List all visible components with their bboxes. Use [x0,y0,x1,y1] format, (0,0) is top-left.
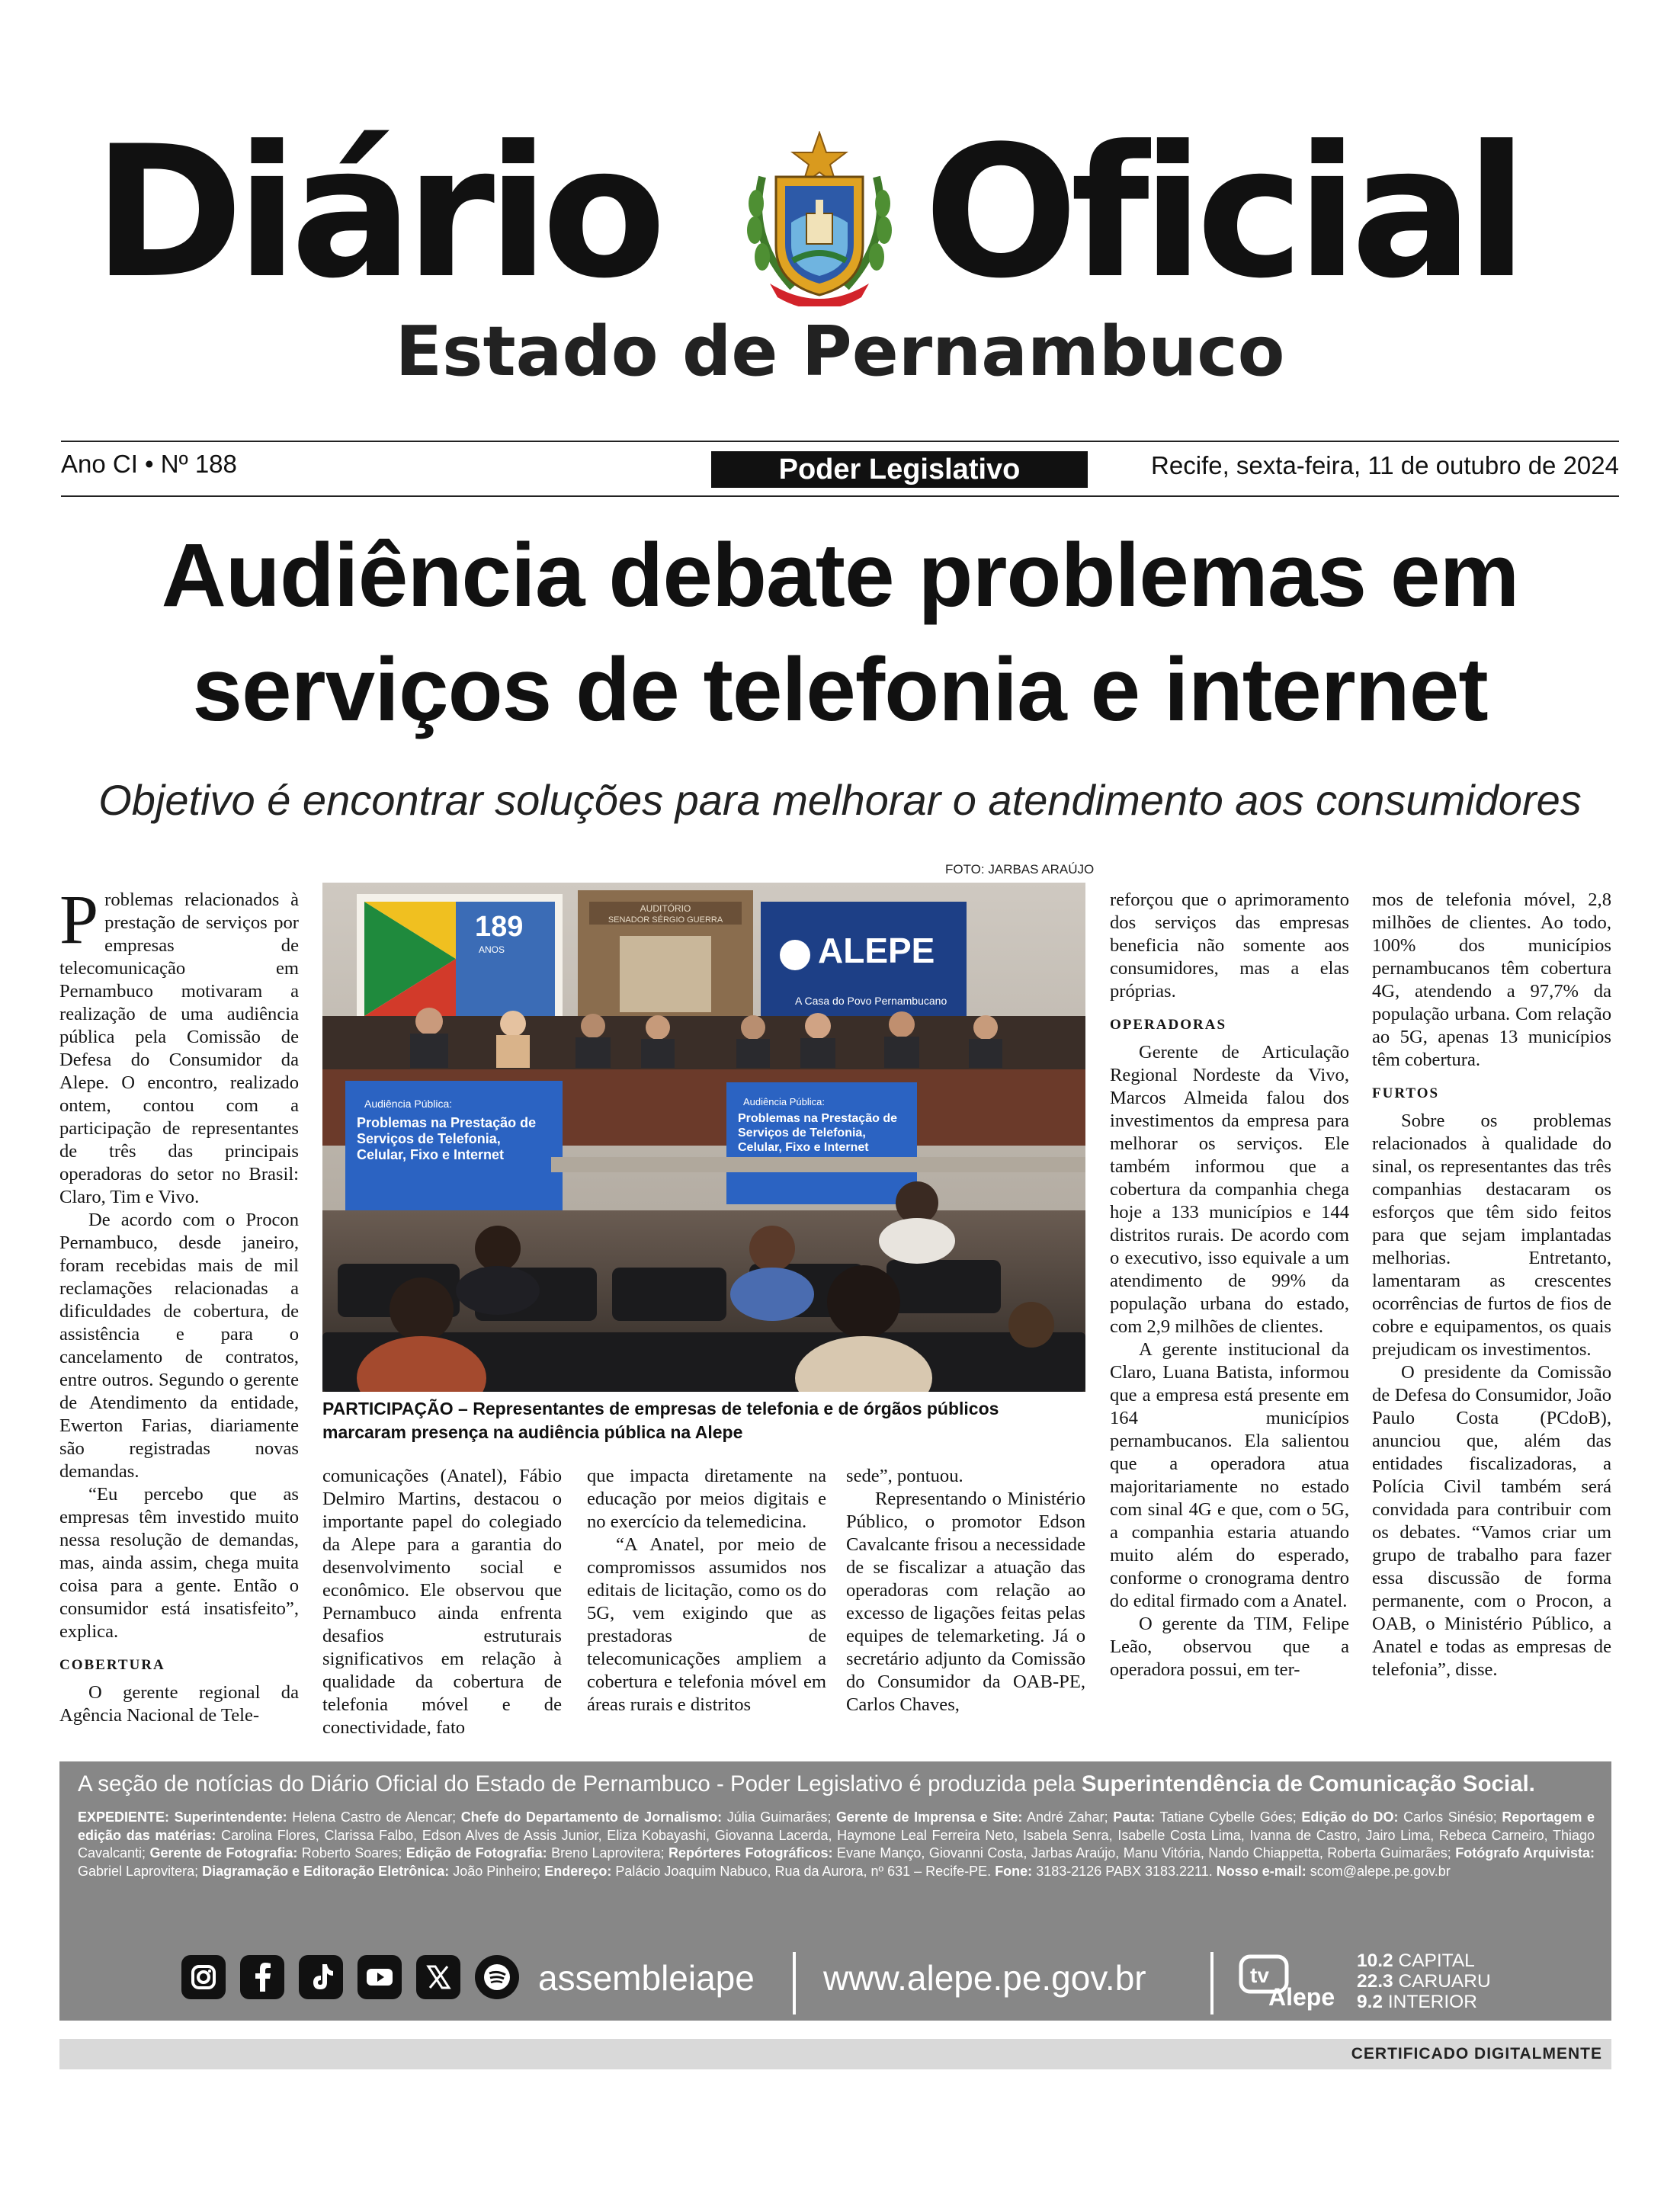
audience-photo-illustration [322,883,1085,1392]
paragraph: A gerente institucional da Claro, Luana Batista, informou que a empresa está presente em 164 municípios pernambucanos. Ela salientou que a operadora atua majoritariamente no estado com sinal 4G e que, com o 5G, a companhia estaria atuando muito além do esperado, conforme o cronograma dentro do edital firmado com a Anatel. [1110,1339,1349,1611]
credit-value: Tatiane Cybelle Góes; [1155,1809,1302,1825]
photo-caption: PARTICIPAÇÃO – Representantes de empresas de telefonia e de órgãos públicos marcaram presença na audiência pública na Alepe [322,1399,999,1442]
banner-189: 189 [475,911,524,943]
credit-value: Carolina Flores, Clarissa Falbo, Edson Alves de Assis Junior, Eliza Kobayashi, Giovanna Lacerda, Haymone Leal Ferreira Neto, Isabela Senra, Isabelle Costa Lima, Ivanna de Castro, Jairo Lima, Rebeca Carneiro, Thiago Cavalcanti; [78,1827,1595,1861]
paragraph: Representando o Ministério Público, o promotor Edson Cavalcante frisou a necessidade de se fiscalizar a atuação das operadoras com relação ao excesso de ligações feitas pelas equipes de telemarketing. Já o secretário adjunto da Comissão do Consumidor da OAB-PE, Carlos Chaves, [846,1489,1085,1715]
screen-left-small: Audiência Pública: [364,1098,453,1110]
x-icon[interactable] [416,1955,460,1999]
divider [1210,1952,1214,2014]
article-column-1 [59,880,299,1727]
credit-label: Endereço: [544,1863,612,1879]
paragraph: reforçou que o aprimoramento dos serviços das empresas beneficia não somente aos consumidores, mas a elas próprias. [1110,889,1349,1002]
credit-label: Chefe do Departamento de Jornalismo: [460,1809,723,1825]
section-heading-cobertura: COBERTURA [59,1657,165,1673]
tv-logo-tv: tv [1250,1963,1269,1987]
channel-capital: 10.2 CAPITAL [1357,1950,1475,1971]
article-column-4 [846,1465,1085,1716]
masthead-title-left: Diário [93,107,659,319]
dateline: Recife, sexta-feira, 11 de outubro de 2024 [1151,451,1619,479]
paragraph: O gerente da TIM, Felipe Leão, observou que a operadora possui, em ter- [1110,1614,1349,1680]
certified-digitally: CERTIFICADO DIGITALMENTE [1351,2045,1602,2063]
notice-text: A seção de notícias do Diário Oficial do Estado de Pernambuco - Poder Legislativo é produzida pela [78,1771,1082,1797]
section-label: Poder Legislativo [711,451,1088,488]
credit-value: Gabriel Laprovitera; [78,1863,203,1879]
section-heading-operadoras: OPERADORAS [1110,1017,1227,1033]
footer-box [59,1761,1611,2021]
alepe-logo-text: ALEPE [818,931,935,970]
credit-value: Roberto Soares; [297,1845,406,1861]
screen-right-title: Problemas na Prestação de Serviços de Telefonia, Celular, Fixo e Internet [738,1112,897,1154]
drop-cap: P [59,880,99,958]
channel-interior: 9.2 INTERIOR [1357,1992,1477,2012]
masthead [0,107,1680,434]
masthead-title-right: Oficial [924,107,1521,319]
divider [793,1952,796,2014]
credit-value: João Pinheiro; [449,1863,545,1879]
masthead-subtitle: Estado de Pernambuco [395,312,1285,392]
paragraph: O presidente da Comissão de Defesa do Consumidor, João Paulo Costa (PCdoB), anunciou que, além das entidades fiscalizadoras, a Polícia Civil também será convidada para contribuir com os debates. “Vamos criar um grupo de trabalho para fazer essa discussão de forma permanente, com o Procon, a OAB, o Ministério Público, a Anatel e todas as empresas de telefonia”, disse. [1372,1362,1611,1680]
screen-left-title: Problemas na Prestação de Serviços de Telefonia, Celular, Fixo e Internet [357,1115,537,1162]
credit-value: André Zahar; [1022,1809,1114,1825]
certification-bar [59,2039,1611,2069]
paragraph: Gerente de Articulação Regional Nordeste da Vivo, Marcos Almeida falou dos investimentos da empresa para melhorar os serviços. Ele também informou que a cobertura da companhia chega hoje a 133 municípios e 144 distritos rurais. De acordo com o executivo, isso equivale a um atendimento de 99% da população urbana do estado, com 2,9 milhões de clientes. [1110,1042,1349,1337]
paragraph: “A Anatel, por meio de compromissos assumidos nos editais de licitação, como os do 5G, vem exigindo que as prestadoras de telecomunicações ampliem a cobertura e telefonia móvel em áreas rurais e distritos [587,1534,826,1715]
credit-value: Helena Castro de Alencar; [287,1809,461,1825]
footer-notice [78,1771,1595,1798]
plaque-line-2: SENADOR SÉRGIO GUERRA [608,915,723,925]
credit-label: Gerente de Fotografia: [149,1845,298,1861]
tv-channels [1357,1950,1491,2012]
alepe-tagline: A Casa do Povo Pernambucano [795,995,947,1007]
article-column-6 [1372,889,1611,1681]
banner-anos: ANOS [479,944,505,955]
facebook-icon[interactable] [240,1955,284,1999]
credit-label: Fotógrafo Arquivista: [1455,1845,1595,1861]
article-column-2 [322,1465,562,1739]
credit-label: Fone: [995,1863,1033,1879]
paragraph: mos de telefonia móvel, 2,8 milhões de clientes. Ao todo, 100% dos municípios pernambucanos têm cobertura 4G, atendendo a 97,7% da população urbana. Com relação ao 5G, apenas 13 municípios têm cobertura. [1372,889,1611,1070]
social-row [59,1935,1611,2021]
credit-label: Diagramação e Editoração Eletrônica: [202,1863,450,1879]
headline-line-1: Audiência debate problemas em [161,525,1519,626]
notice-bold: Superintendência de Comunicação Social. [1081,1771,1535,1797]
credit-label: Edição de Fotografia: [406,1845,547,1861]
credit-label: Reportagem e edição das matérias: [78,1809,1595,1843]
paragraph-text: roblemas relacionados à prestação de serviços por empresas de telecomunicação em Pernambuco motivaram a realização de uma audiência pública pela Comissão de Defesa do Consumidor da Alepe. O encontro, realizado ontem, contou com a participação de representantes de três das principais operadoras do setor no Brasil: Claro, Tim e Vivo. [59,889,299,1207]
credit-label: Repórteres Fotográficos: [668,1845,833,1861]
edition-number: Ano CI • Nº 188 [61,450,237,478]
credit-value: Palácio Joaquim Nabuco, Rua da Aurora, nº 631 – Recife-PE. [611,1863,995,1879]
section-heading-furtos: FURTOS [1372,1085,1440,1101]
headline-line-2: serviços de telefonia e internet [192,639,1488,740]
credit-label: Pauta: [1113,1809,1156,1825]
article-photo [322,883,1085,1392]
article-column-5 [1110,889,1349,1681]
tv-logo-name: Alepe [1268,1983,1335,2011]
credit-value: Carlos Sinésio; [1398,1809,1502,1825]
paragraph: que impacta diretamente na educação por meios digitais e no exercício da telemedicina. [587,1466,826,1532]
spotify-icon[interactable] [475,1955,519,1999]
article-column-3 [587,1465,826,1716]
headline [61,518,1619,747]
credit-value: Breno Laprovitera; [547,1845,669,1861]
paragraph: “Eu percebo que as empresas têm investido muito nessa resolução de demandas, mas, ainda assim, chega muita coisa para a gente. Então o consumidor está insatisfeito”, explica. [59,1484,299,1642]
photo-credit: FOTO: JARBAS ARAÚJO [945,862,1095,877]
credit-value: 3183-2126 PABX 3183.2211. [1032,1863,1217,1879]
paragraph: De acordo com o Procon Pernambuco, desde janeiro, foram recebidas mais de mil reclamações relacionadas a dificuldades de cobertura, de assistência e para o cancelamento de contratos, entre outros. Segundo o gerente de Atendimento da entidade, Ewerton Farias, diariamente são registradas novas demandas. [59,1210,299,1482]
plaque-line-1: AUDITÓRIO [640,903,691,914]
channel-caruaru: 22.3 CARUARU [1357,1971,1491,1992]
subheadline: Objetivo é encontrar soluções para melhorar o atendimento aos consumidores [98,776,1582,824]
social-handle[interactable]: assembleiape [538,1958,755,1998]
screen-right-small: Audiência Pública: [743,1096,825,1107]
youtube-icon[interactable] [357,1955,402,1999]
instagram-icon[interactable] [181,1955,226,1999]
credit-label: Nosso e-mail: [1216,1863,1306,1879]
credit-label: Gerente de Imprensa e Site: [835,1809,1023,1825]
tiktok-icon[interactable] [299,1955,343,1999]
coat-of-arms-icon [739,131,899,306]
paragraph: Sobre os problemas relacionados à qualidade do sinal, os representantes das três companhias destacaram os esforços que têm sido feitos para que sejam implantadas melhorias. Entretanto, lamentaram as crescentes ocorrências de furtos de fios de cobre e equipamentos, os quais prejudicam os investimentos. [1372,1111,1611,1360]
credit-label: Edição do DO: [1301,1809,1399,1825]
credit-value: Júlia Guimarães; [722,1809,836,1825]
credit-label: EXPEDIENTE: Superintendente: [78,1809,287,1825]
website-link[interactable]: www.alepe.pe.gov.br [823,1958,1146,1998]
paragraph: sede”, pontuou. [846,1466,963,1486]
credit-value: Evane Manço, Giovanni Costa, Jarbas Araújo, Manu Vitória, Nando Chiappetta, Roberta Guimarães; [832,1845,1456,1861]
paragraph [59,880,299,1209]
paragraph: comunicações (Anatel), Fábio Delmiro Martins, destacou o importante papel do colegiado da Alepe para a garantia do desenvolvimento social e econômico. Ele observou que Pernambuco ainda enfrenta desafios estruturais significativos em relação à qualidade da cobertura de telefonia móvel e de conectividade, fato [322,1466,562,1738]
info-bar [61,441,1619,497]
expediente [78,1809,1595,1880]
tv-alepe-logo [1238,1952,1345,2013]
credit-value: scom@alepe.pe.gov.br [1306,1863,1451,1879]
paragraph: O gerente regional da Agência Nacional de Tele- [59,1682,299,1726]
